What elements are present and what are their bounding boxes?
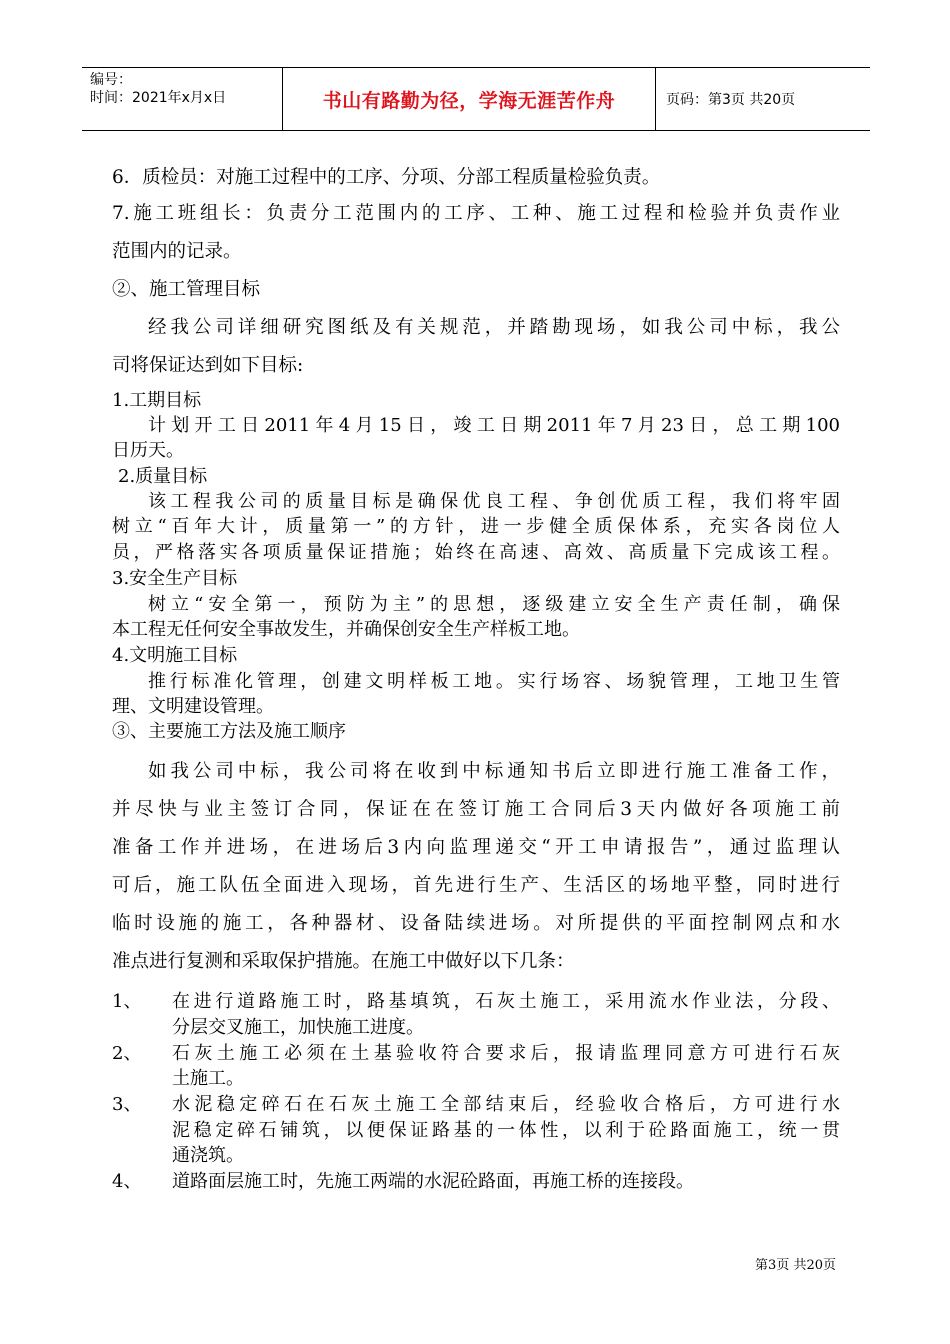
- page-footer: 第3页 共20页: [755, 1258, 836, 1273]
- text-line: 准备工作并进场，在进场后3内向监理递交“开工申请报告”，通过监理认: [112, 837, 840, 858]
- page-header: [82, 67, 870, 131]
- text-line: 司将保证达到如下目标:: [112, 355, 304, 376]
- text-line: 并尽快与业主签订合同，保证在在签订施工合同后3天内做好各项施工前: [112, 799, 840, 820]
- list-item-text: 泥稳定碎石铺筑，以便保证路基的一体性，以利于砼路面施工，统一贯: [172, 1120, 840, 1141]
- text-line: 树立“百年大计，质量第一”的方针，进一步健全质保体系，充实各岗位人: [112, 516, 840, 537]
- text-line: 计划开工日2011年4月15日，竣工日期2011年7月23日，总工期100: [148, 415, 840, 436]
- text-line: 该工程我公司的质量目标是确保优良工程、争创优质工程，我们将牢固: [148, 491, 840, 512]
- subheading: 1.工期目标: [112, 390, 202, 411]
- list-item-text: 分层交叉施工，加快施工进度。: [172, 1017, 424, 1038]
- list-item-text: 通浇筑。: [172, 1145, 244, 1166]
- list-number: 4、: [112, 1171, 142, 1192]
- list-item-text: 水泥稳定碎石在石灰土施工全部结束后，经验收合格后，方可进行水: [172, 1094, 840, 1115]
- header-meta: [82, 68, 282, 130]
- text-line: 范围内的记录。: [112, 241, 242, 262]
- list-item-text: 道路面层施工时，先施工两端的水泥砼路面，再施工桥的连接段。: [172, 1171, 694, 1192]
- list-item-text: 在进行道路施工时，路基填筑，石灰土施工，采用流水作业法，分段、: [172, 991, 840, 1012]
- section-heading: ③、主要施工方法及施工顺序: [112, 721, 346, 742]
- text-line: 可后，施工队伍全面进入现场，首先进行生产、生活区的场地平整，同时进行: [112, 875, 840, 896]
- document-date: 时间：2021年x月x日: [90, 90, 227, 106]
- list-number: 1、: [112, 991, 142, 1012]
- text-line: 员，严格落实各项质量保证措施；始终在高速、高效、高质量下完成该工程。: [112, 542, 840, 563]
- text-line: 6．质检员：对施工过程中的工序、分项、分部工程质量检验负责。: [112, 167, 661, 188]
- list-number: 2、: [112, 1043, 142, 1064]
- header-page-info: 页码：第3页 共20页: [666, 92, 796, 108]
- list-item-text: 土施工。: [172, 1068, 244, 1089]
- list-item-text: 石灰土施工必须在土基验收符合要求后，报请监理同意方可进行石灰: [172, 1043, 840, 1064]
- text-line: 经我公司详细研究图纸及有关规范，并踏勘现场，如我公司中标，我公: [148, 317, 840, 338]
- subheading: 3.安全生产目标: [112, 568, 238, 589]
- text-line: 临时设施的施工，各种器材、设备陆续进场。对所提供的平面控制网点和水: [112, 913, 840, 934]
- document-number-label: 编号：: [90, 72, 132, 88]
- text-line: 树立“安全第一，预防为主”的思想，逐级建立安全生产责任制，确保: [148, 594, 840, 615]
- list-number: 3、: [112, 1094, 142, 1115]
- section-heading: ②、施工管理目标: [112, 279, 261, 300]
- subheading: 4.文明施工目标: [112, 645, 238, 666]
- header-motto: 书山有路勤为径，学海无涯苦作舟: [282, 68, 656, 130]
- subheading: 2.质量目标: [118, 466, 208, 487]
- text-line: 7.施工班组长：负责分工范围内的工序、工种、施工过程和检验并负责作业: [112, 203, 840, 224]
- text-line: 准点进行复测和采取保护措施。在施工中做好以下几条：: [112, 951, 575, 972]
- text-line: 日历天。: [112, 440, 184, 461]
- text-line: 理、文明建设管理。: [112, 696, 274, 717]
- text-line: 如我公司中标，我公司将在收到中标通知书后立即进行施工准备工作，: [148, 761, 840, 782]
- text-line: 推行标准化管理，创建文明样板工地。实行场容、场貌管理，工地卫生管: [148, 671, 840, 692]
- text-line: 本工程无任何安全事故发生，并确保创安全生产样板工地。: [112, 619, 580, 640]
